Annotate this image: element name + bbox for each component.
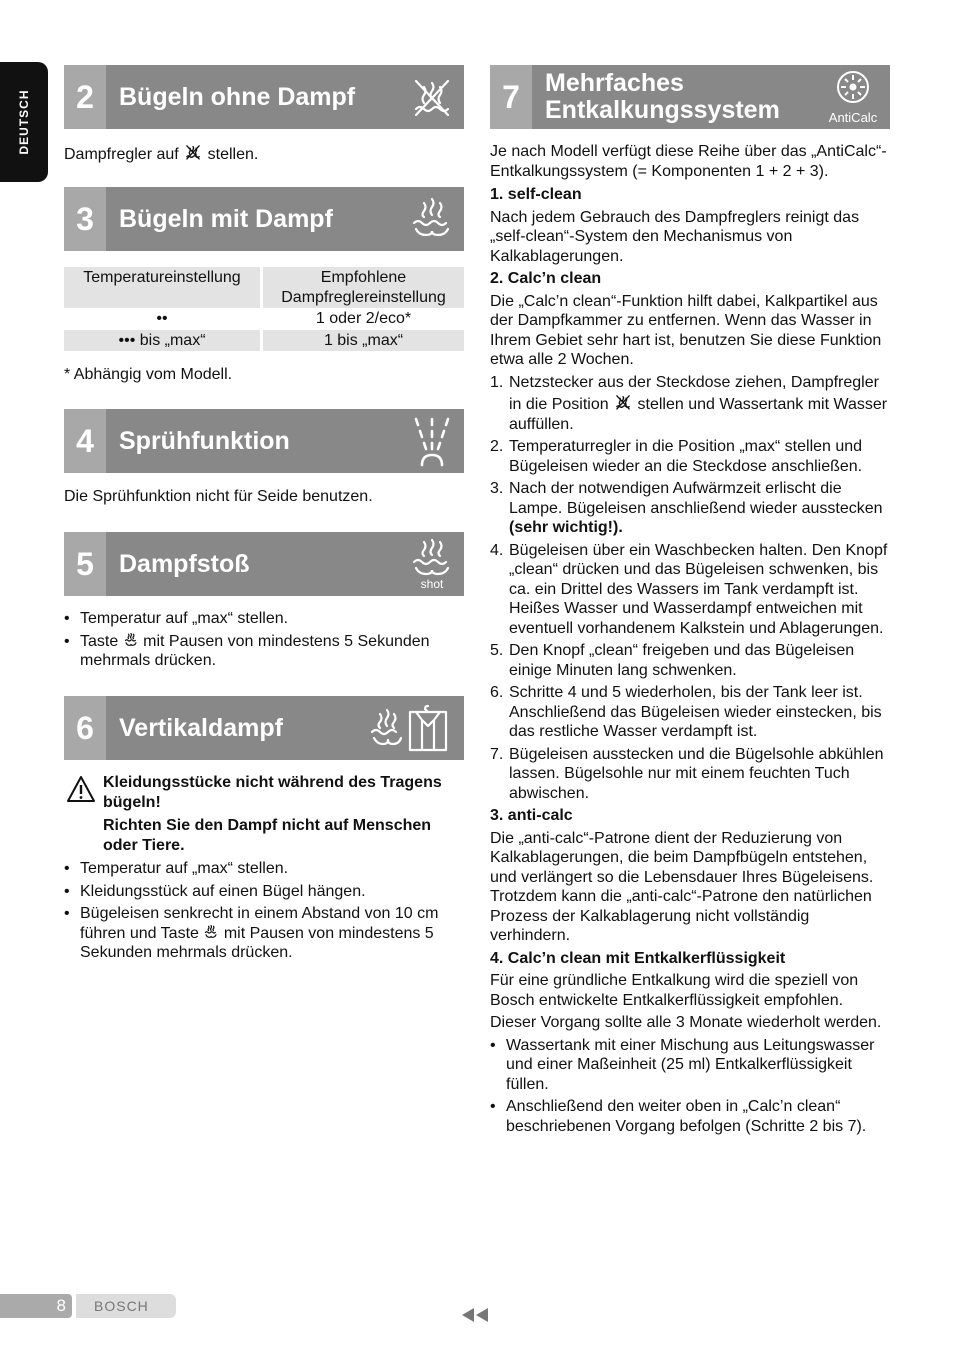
paragraph: Die „anti-calc“-Patrone dient der Reduzierung von Kalkablagerungen, die beim Dampfbügeln entstehen, und verlängert so die Lebensdauer Ihres Bügeleisens. Trotzdem kann die „anti-calc“-Patrone den natürlichen Prozess der Kalkablagerung nicht vollständig verhindern. [490,829,874,944]
paragraph: Nach jedem Gebrauch des Dampfreglers reinigt das „self-clean“-System den Mechanismus von Kalkablagerungen. [490,208,860,265]
back-arrows-icon[interactable] [462,1308,490,1322]
paragraph: Für eine gründliche Entkalkung wird die speziell von Bosch entwickelte Entkalkerflüssigkeit empfohlen. [490,972,859,1009]
list-item: 1. Netzstecker aus der Steckdose ziehen, Dampfregler in die Position stellen und Wassertank mit Wasser auffüllen. [490,373,888,433]
table-header: Empfohlene Dampfreglereinstellung [281,269,446,306]
list-item: • Temperatur auf „max“ stellen. [64,859,464,879]
list-item: • Kleidungsstück auf einen Bügel hängen. [64,882,464,902]
section-4-text: Die Sprühfunktion nicht für Seide benutzen. [64,488,373,505]
section-6-header [64,696,464,760]
list-item: • Wassertank mit einer Mischung aus Leitungswasser und einer Maßeinheit (25 ml) Entkalkerflüssigkeit füllen. [490,1036,892,1095]
section-number: 2 [64,65,106,129]
steam-shot-icon [406,538,458,590]
section-7-content [490,142,892,1139]
list-item: 3. Nach der notwendigen Aufwärmzeit erlischt die Lampe. Bügeleisen anschließend wieder ausstecken (sehr wichtig!). [490,480,883,536]
subheading: 3. anti-calc [490,807,573,824]
section-6-content [64,773,464,966]
list-item: • Anschließend den weiter oben in „Calc’n clean“ beschriebenen Vorgang befolgen (Schritte 2 bis 7). [490,1097,892,1136]
paragraph: Dieser Vorgang sollte alle 3 Monate wiederholt werden. [490,1014,882,1031]
warning-text: Richten Sie den Dampf nicht auf Menschen oder Tiere. [103,817,432,854]
list-item: 7. Bügeleisen ausstecken und die Bügelsohle abkühlen lassen. Bügelsohle nur mit einem feuchten Tuch abwischen. [490,745,884,802]
list-item: 5. Den Knopf „clean“ freigeben und das Bügeleisen einige Minuten lang schwenken. [490,642,855,679]
list-item: • Taste mit Pausen von mindestens 5 Sekunden mehrmals drücken. [64,632,464,671]
paragraph: Die „Calc’n clean“-Funktion hilft dabei, Kalkpartikel aus der Dampfkammer zu entfernen. Wenn das Wasser in Ihrem Gebiet sehr hart ist, benutzen Sie diese Funktion etwa alle 2 Wochen. [490,292,882,368]
section-number: 5 [64,532,106,596]
spray-icon [406,415,458,467]
section-title: Vertikaldampf [119,713,283,742]
list-item: 4. Bügeleisen über ein Waschbecken halten. Den Knopf „clean“ drücken und das Bügeleisen schwenken, bis ca. ein Drittel des Wassers im Tank verdampft ist. Heißes Wasser und Wasserdampf entweichen mit eventuell vorhandenem Kalkstein und Ablagerungen. [490,541,888,637]
section-title: Bügeln mit Dampf [119,204,333,233]
table-cell: 1 oder 2/eco* [315,310,412,327]
section-number: 4 [64,409,106,473]
steam-settings-table [64,267,464,351]
section-number: 7 [490,65,532,129]
steam-icon [406,193,458,245]
section-title: Bügeln ohne Dampf [119,82,356,111]
list-item: • Bügeleisen senkrecht in einem Abstand von 10 cm führen und Taste mit Pausen von mindestens 5 Sekunden mehrmals drücken. [64,904,464,963]
shot-label: shot [420,577,444,590]
table-row [64,330,464,352]
section-title: Sprühfunktion [119,426,290,455]
steam-shot-button-icon [203,925,219,941]
table-cell: 1 bis „max“ [323,331,404,349]
page-number: 8 [0,1294,72,1318]
subheading: 2. Calc’n clean [490,270,602,287]
no-steam-icon [406,71,458,123]
brand-label: BOSCH [76,1294,176,1318]
section-5-header [64,532,464,596]
section-7-header [490,65,890,129]
subheading: 4. Calc’n clean mit Entkalkerflüssigkeit [490,949,786,967]
table-cell: •• [64,308,262,330]
section-title: Mehrfaches Entkalkungssystem [545,69,780,124]
section-2-text: Dampfregler auf stellen. [64,142,464,165]
paragraph: Je nach Modell verfügt diese Reihe über das „AntiCalc“-Entkalkungssystem (= Komponenten 1 + 2 + 3). [490,143,887,180]
section-title: Dampfstoß [119,549,250,578]
language-tab [0,62,48,182]
table-header: Temperatureinstellung [64,267,262,308]
section-number: 3 [64,187,106,251]
table-cell: ••• bis „max“ [64,330,262,352]
section-4-header [64,409,464,473]
list-item: 2. Temperaturregler in die Position „max“ stellen und Bügeleisen wieder an die Steckdose anschließen. [490,438,863,475]
list-item: • Temperatur auf „max“ stellen. [64,609,464,629]
no-steam-icon [613,392,633,412]
steam-shot-button-icon [123,633,139,649]
anticalc-label: AntiCalc [828,110,878,125]
list-item: 6. Schritte 4 und 5 wiederholen, bis der Tank leer ist. Anschließend das Bügeleisen wieder einstecken, bis das restliche Wasser verdampft ist. [490,684,882,740]
anticalc-icon [818,67,888,127]
section-2-header [64,65,464,129]
section-5-list [64,609,464,674]
section-3-header [64,187,464,251]
no-steam-icon [183,142,203,162]
warning-icon [66,775,96,803]
vertical-steam-icon [370,702,450,754]
language-tab-label: DEUTSCH [17,89,31,155]
warning-text: Kleidungsstücke nicht während des Tragens bügeln! [103,774,442,811]
table-row [64,308,464,330]
section-number: 6 [64,696,106,760]
subheading: 1. self-clean [490,186,582,203]
footnote: * Abhängig vom Modell. [64,366,233,383]
